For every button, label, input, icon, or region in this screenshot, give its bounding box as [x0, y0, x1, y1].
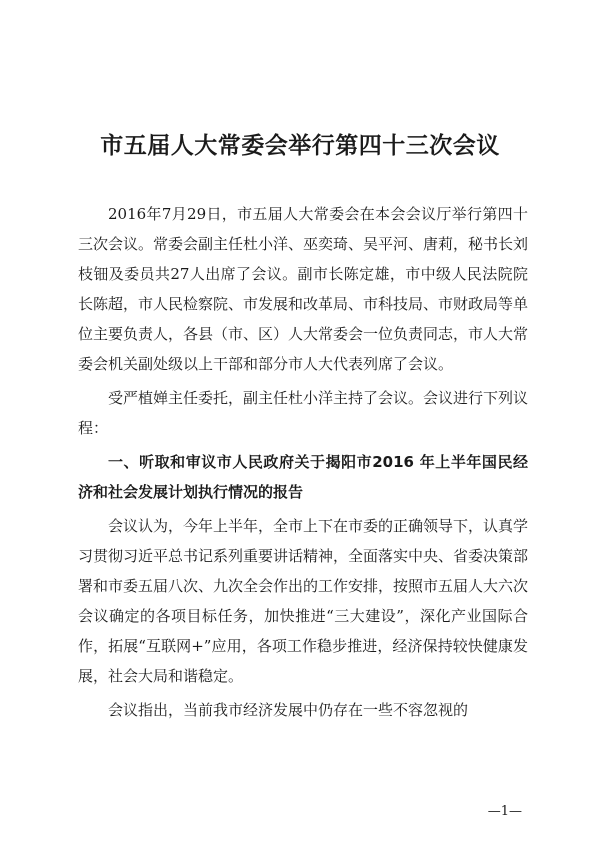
paragraph-agenda-intro: 受严植婵主任委托，副主任杜小洋主持了会议。会议进行下列议程：	[78, 389, 529, 437]
paragraph-meeting-assessment: 会议认为，今年上半年，全市上下在市委的正确领导下，认真学习贯彻习近平总书记系列重要讲话精神，全面落实中央、省委决策部署和市委五届八次、九次全会作出的工作安排，按照市五届人大六次会议确定的各项目标任务，加快推进“三大建设”，深化产业国际合作，拓展“互联网+”应用，各项工作稳步推进，经济保持较快健康发展，社会大局和谐稳定。	[78, 517, 529, 685]
paragraph-meeting-notes: 会议指出，当前我市经济发展中仍存在一些不容忽视的	[108, 701, 469, 719]
document-title: 市五届人大常委会举行第四十三次会议	[100, 133, 500, 159]
section-heading-1: 一、听取和审议市人民政府关于揭阳市2016 年上半年国民经济和社会发展计划执行情况的报告	[78, 453, 528, 501]
paragraph-meeting-overview: 2016年7月29日，市五届人大常委会在本会会议厅举行第四十三次会议。常委会副主任杜小洋、巫奕琦、吴平河、唐莉，秘书长刘枝钿及委员共27人出席了会议。副市长陈定雄，市中级人民法院院长陈超，市人民检察院、市发展和改革局、市科技局、市财政局等单位主要负责人，各县（市、区）人大常委会一位负责同志，市人大常委会机关副处级以上干部和部分市人大代表列席了会议。	[78, 205, 529, 373]
document-body	[78, 199, 528, 725]
page-number: —1—	[487, 804, 522, 819]
